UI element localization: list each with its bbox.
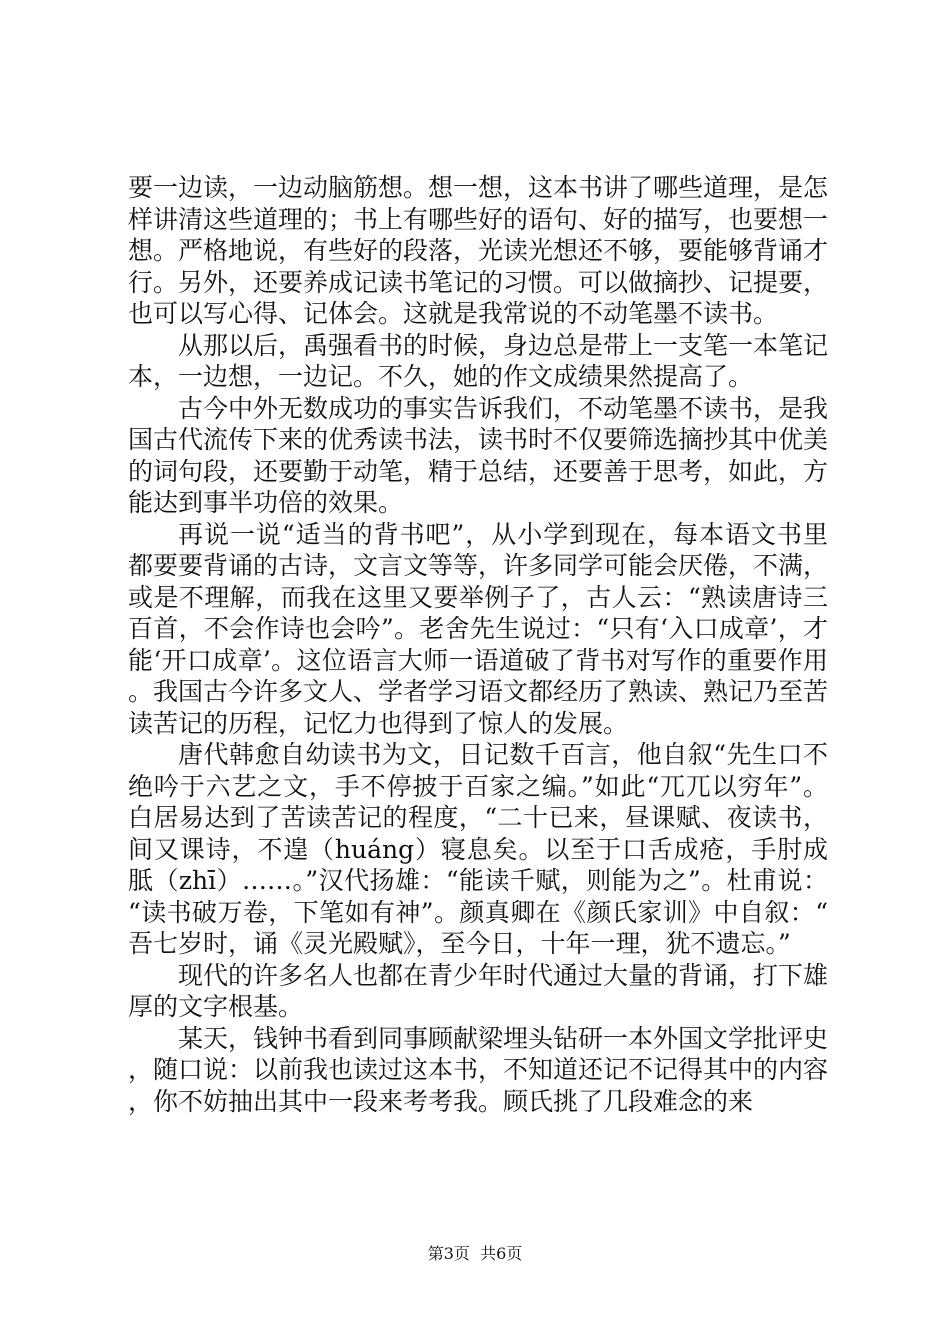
paragraph-7: 某天，钱钟书看到同事顾献梁埋头钻研一本外国文学批评史，随口说：以前我也读过这本书，不知道还记不记得其中的内容，你不妨抽出其中一段来考考我。顾氏挑了几段难念的来 — [128, 1023, 829, 1116]
document-body — [128, 172, 828, 1117]
paragraph-6: 现代的许多名人也都在青少年时代通过大量的背诵，打下雄厚的文字根基。 — [128, 960, 829, 1021]
paragraph-5: 唐代韩愈自幼读书为文，日记数千百言，他自叙“先生口不绝吟于六艺之文，手不停披于百家之编。”如此“兀兀以穷年”。白居易达到了苦读苦记的程度，“二十已来，昼课赋、夜读书，间又课诗，不遑（huáng）寝息矣。以至于口舌成疮，手肘成胝（zhī）……。”汉代扬雄：“能读千赋，则能为之”。杜甫说：“读书破万卷，下笔如有神”。颜真卿在《颜氏家训》中自叙：“吾七岁时，诵《灵光殿赋》，至今日，十年一理，犹不遗忘。” — [128, 740, 828, 958]
paragraph-2: 从那以后，禹强看书的时候，身边总是带上一支笔一本笔记本，一边想，一边记。不久，她的作文成绩果然提高了。 — [128, 330, 829, 391]
paragraph-4: 再说一说“适当的背书吧”，从小学到现在，每本语文书里都要要背诵的古诗，文言文等等，许多同学可能会厌倦，不满，或是不理解，而我在这里又要举例子了，古人云：“熟读唐诗三百首，不会作诗也会吟”。老舍先生说过：“只有‘入口成章’，才能‘开口成章’。这位语言大师一语道破了背书对写作的重要作用。我国古今许多文人、学者学习语文都经历了熟读、熟记乃至苦读苦记的历程，记忆力也得到了惊人的发展。 — [128, 519, 829, 738]
paragraph-1: 要一边读，一边动脑筋想。想一想，这本书讲了哪些道理，是怎样讲清这些道理的；书上有哪些好的语句、好的描写，也要想一想。严格地说，有些好的段落，光读光想还不够，要能够背诵才行。另外，还要养成记读书笔记的习惯。可以做摘抄、记提要，也可以写心得、记体会。这就是我常说的不动笔墨不读书。 — [128, 173, 829, 328]
paragraph-3: 古今中外无数成功的事实告诉我们，不动笔墨不读书，是我国古代流传下来的优秀读书法，读书时不仅要筛选摘抄其中优美的词句段，还要勤于动笔，精于总结，还要善于思考，如此，方能达到事半功倍的效果。 — [128, 393, 829, 517]
page-number-footer: 第3页 共6页 — [427, 1244, 523, 1263]
